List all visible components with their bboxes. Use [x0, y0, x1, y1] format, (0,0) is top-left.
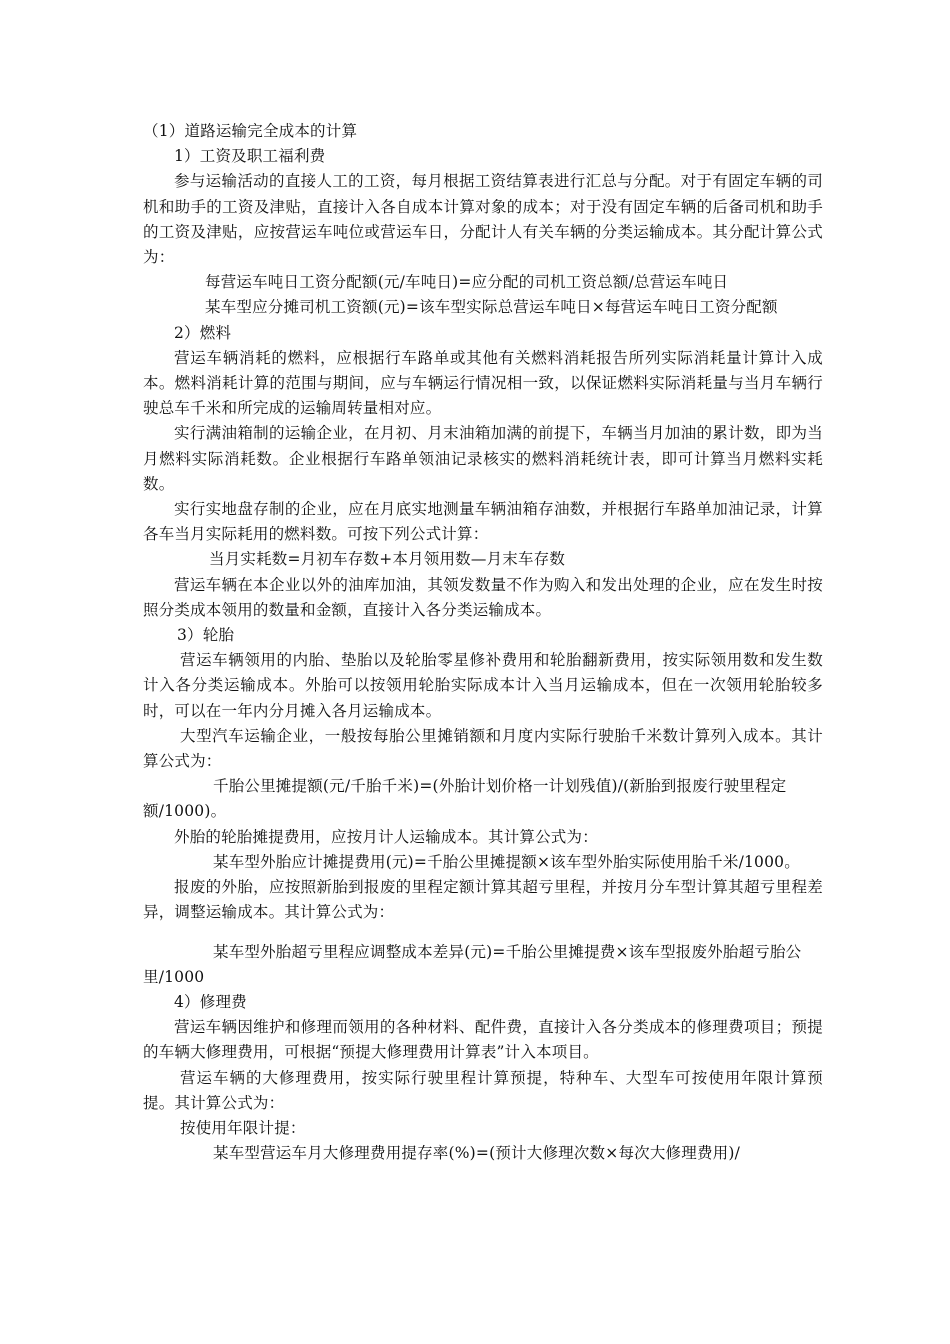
- wages-heading: 1）工资及职工福利费: [174, 147, 326, 166]
- tires-paragraph-4: 报废的外胎，应按照新胎到报废的里程定额计算其超亏里程，并按月分车型计算其超亏里程差异，调整运输成本。其计算公式为：: [143, 878, 823, 922]
- fuel-paragraph-2: 实行满油箱制的运输企业，在月初、月末油箱加满的前提下，车辆当月加油的累计数，即为当月燃料实际消耗数。企业根据行车路单领油记录核实的燃料消耗统计表，即可计算当月燃料实耗数。: [143, 424, 823, 493]
- wages-paragraph: 参与运输活动的直接人工的工资，每月根据工资结算表进行汇总与分配。对于有固定车辆的司机和助手的工资及津贴，直接计入各自成本计算对象的成本；对于没有固定车辆的后备司机和助手的工资及津贴，应按营运车吨位或营运车日，分配计人有关车辆的分类运输成本。其分配计算公式为：: [143, 172, 823, 267]
- wages-formula-1: 每营运车吨日工资分配额(元/车吨日)=应分配的司机工资总额/总营运车吨日: [205, 273, 729, 292]
- fuel-paragraph-4: 营运车辆在本企业以外的油库加油，其领发数量不作为购入和发出处理的企业，应在发生时按照分类成本领用的数量和金额，直接计入各分类运输成本。: [143, 575, 823, 619]
- fuel-paragraph-1: 营运车辆消耗的燃料，应根据行车路单或其他有关燃料消耗报告所列实际消耗量计算计入成本。燃料消耗计算的范围与期间，应与车辆运行情况相一致，以保证燃料实际消耗量与当月车辆行驶总车千米和所完成的运输周转量相对应。: [143, 348, 823, 418]
- tires-formula-1: 千胎公里摊提额(元/千胎千米)=(外胎计划价格一计划残值)/(新胎到报废行驶里程定额/1000)。: [143, 777, 787, 821]
- section-title: （1）道路运输完全成本的计算: [143, 122, 358, 140]
- tires-paragraph-3: 外胎的轮胎摊提费用，应按月计人运输成本。其计算公式为：: [174, 827, 598, 846]
- repair-subheading: 按使用年限计提：: [180, 1118, 306, 1137]
- tires-formula-3: 某车型外胎超亏里程应调整成本差异(元)=千胎公里摊提费×该车型报废外胎超亏胎公里/1000: [143, 942, 802, 986]
- tires-paragraph-2: 大型汽车运输企业，一般按每胎公里摊销额和月度内实际行驶胎千米数计算列入成本。其计算公式为：: [143, 726, 823, 771]
- fuel-formula: 当月实耗数=月初车存数+本月领用数—月末车存数: [209, 550, 566, 569]
- spacer: [143, 926, 823, 940]
- tires-formula-2: 某车型外胎应计摊提费用(元)=千胎公里摊提额×该车型外胎实际使用胎千米/1000。: [213, 852, 800, 871]
- fuel-paragraph-3: 实行实地盘存制的企业，应在月底实地测量车辆油箱存油数，并根据行车路单加油记录，计算各车当月实际耗用的燃料数。可按下列公式计算：: [143, 500, 823, 544]
- tires-heading: 3）轮胎: [177, 626, 235, 645]
- fuel-heading: 2）燃料: [174, 323, 232, 342]
- repair-paragraph-1: 营运车辆因维护和修理而领用的各种材料、配件费，直接计入各分类成本的修理费项目；预提的车辆大修理费用，可根据“预提大修理费用计算表”计入本项目。: [143, 1018, 823, 1062]
- repair-formula: 某车型营运车月大修理费用提存率(%)=(预计大修理次数×每次大修理费用)/: [213, 1144, 741, 1163]
- document-page: [143, 119, 823, 1166]
- wages-formula-2: 某车型应分摊司机工资额(元)=该车型实际总营运车吨日×每营运车吨日工资分配额: [205, 298, 778, 317]
- tires-paragraph-1: 营运车辆领用的内胎、垫胎以及轮胎零星修补费用和轮胎翻新费用，按实际领用数和发生数计入各分类运输成本。外胎可以按领用轮胎实际成本计入当月运输成本，但在一次领用轮胎较多时，可以在一年内分月摊入各月运输成本。: [143, 651, 823, 720]
- repair-heading: 4）修理费: [174, 992, 247, 1011]
- repair-paragraph-2: 营运车辆的大修理费用，按实际行驶里程计算预提，特种车、大型车可按使用年限计算预提。其计算公式为：: [143, 1068, 823, 1112]
